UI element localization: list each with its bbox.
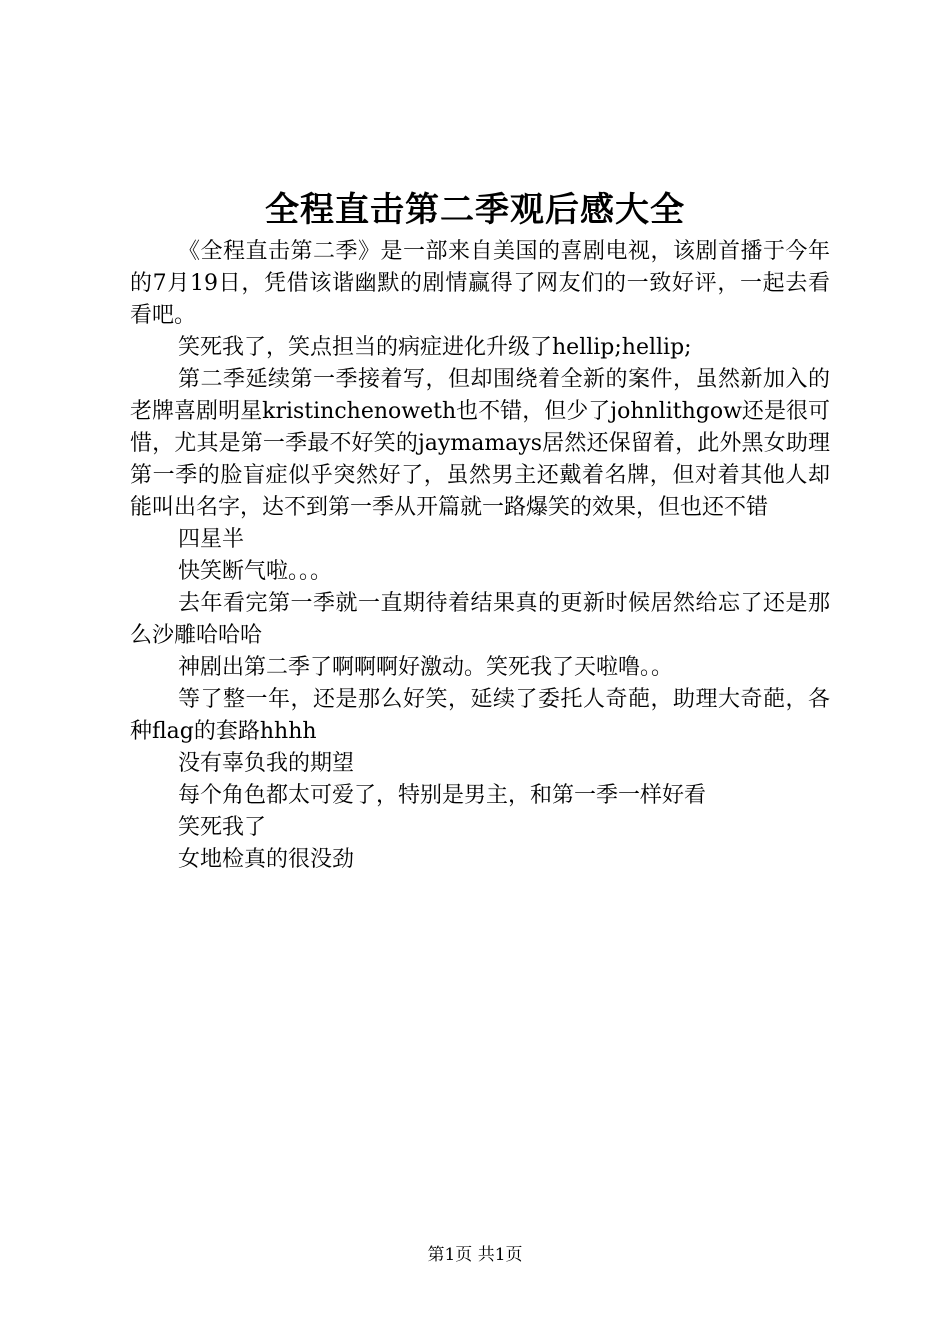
paragraph: 《全程直击第二季》是一部来自美国的喜剧电视，该剧首播于今年的7月19日，凭借该谐幽默的剧情赢得了网友们的一致好评，一起去看看吧。: [130, 239, 830, 328]
paragraph: 等了整一年，还是那么好笑，延续了委托人奇葩，助理大奇葩，各种flag的套路hhhh: [130, 687, 830, 744]
document-body: [130, 236, 830, 876]
paragraph: 快笑断气啦。。。: [178, 559, 333, 584]
paragraph: 每个角色都太可爱了，特别是男主，和第一季一样好看: [178, 783, 707, 808]
paragraph: 四星半: [178, 527, 245, 552]
paragraph: 笑死我了，笑点担当的病症进化升级了hellip;hellip;: [178, 335, 692, 360]
paragraph: 女地检真的很没劲: [178, 847, 355, 872]
paragraph: 没有辜负我的期望: [178, 751, 355, 776]
document-title: 全程直击第二季观后感大全: [265, 190, 685, 230]
paragraph: 笑死我了: [178, 815, 267, 840]
page-footer: 第1页 共1页: [427, 1245, 523, 1265]
paragraph: 去年看完第一季就一直期待着结果真的更新时候居然给忘了还是那么沙雕哈哈哈: [130, 591, 830, 648]
paragraph: 神剧出第二季了啊啊啊好激动。笑死我了天啦噜。。: [178, 655, 674, 680]
paragraph: 第二季延续第一季接着写，但却围绕着全新的案件，虽然新加入的老牌喜剧明星kristinchenoweth也不错，但少了johnlithgow还是很可惜，尤其是第一季最不好笑的jaymamays居然还保留着，此外黑女助理第一季的脸盲症似乎突然好了，虽然男主还戴着名牌，但对着其他人却能叫出名字，达不到第一季从开篇就一路爆笑的效果，但也还不错: [130, 367, 830, 520]
